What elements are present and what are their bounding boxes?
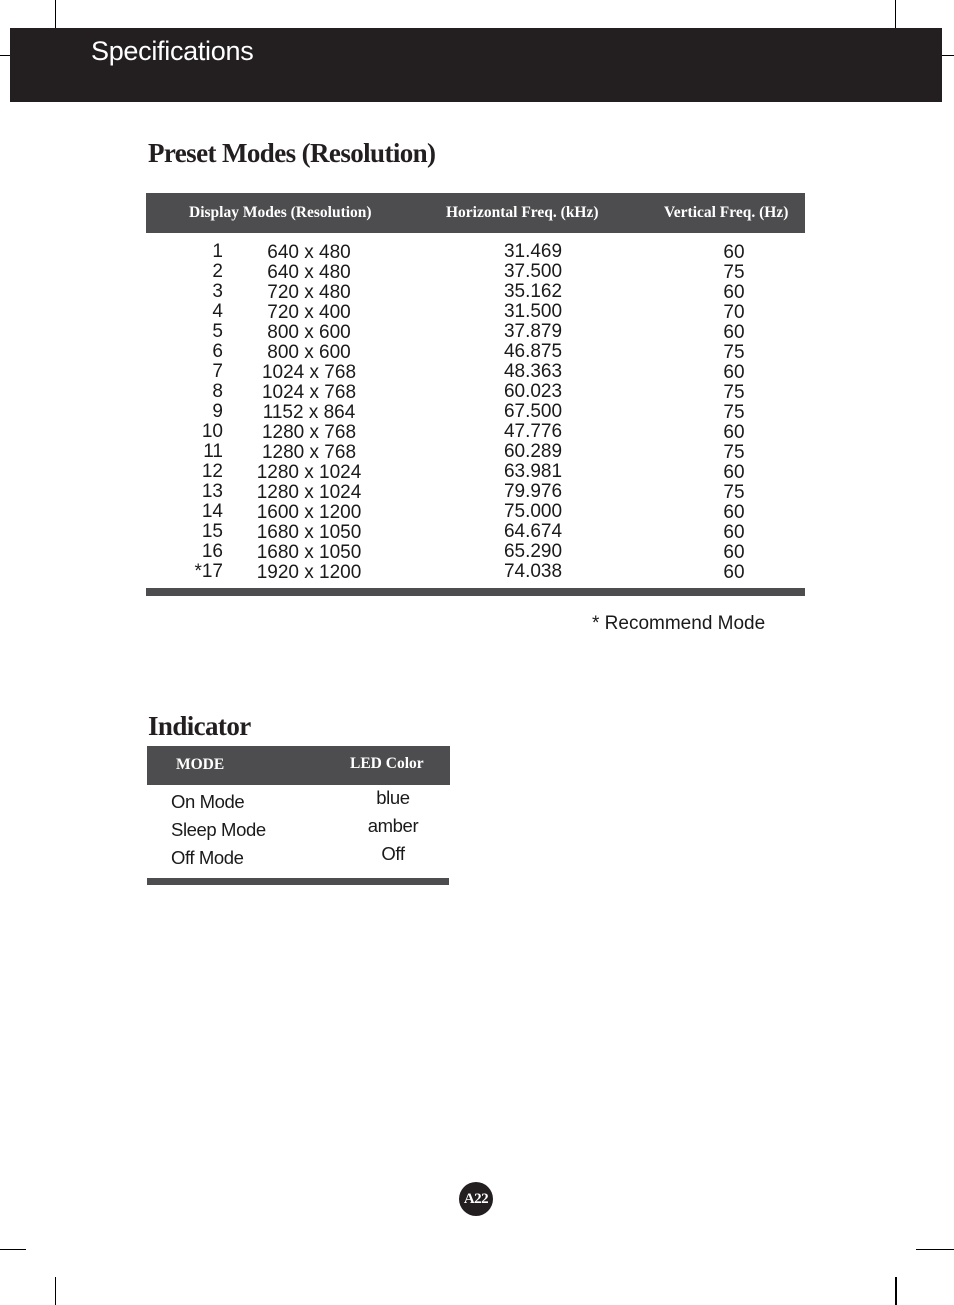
- resolution-cell: 720 x 400: [267, 302, 351, 323]
- mode-number-cell: 7: [212, 361, 223, 382]
- resolution-cell: 1600 x 1200: [256, 502, 362, 523]
- resolution-cell: 1280 x 1024: [256, 462, 362, 483]
- crop-mark: [55, 0, 56, 28]
- resolution-cell: 1280 x 768: [261, 422, 357, 443]
- vertical-freq-cell: 60: [723, 242, 745, 263]
- vertical-freq-cell: 60: [723, 502, 745, 523]
- horizontal-freq-cell: 37.500: [503, 261, 563, 282]
- vertical-freq-cell: 70: [723, 302, 745, 323]
- indicator-mode-column: [171, 788, 266, 872]
- horizontal-freq-cell: 60.023: [503, 381, 563, 402]
- resolution-cell: 1280 x 768: [261, 442, 357, 463]
- vertical-freq-cell: 60: [723, 522, 745, 543]
- resolution-cell: 1024 x 768: [261, 382, 357, 403]
- mode-number-column: [180, 242, 223, 582]
- horizontal-freq-cell: 63.981: [503, 461, 563, 482]
- indicator-led-cell: Off: [381, 843, 405, 864]
- vertical-freq-cell: 60: [723, 462, 745, 483]
- vertical-freq-cell: 75: [723, 402, 745, 423]
- horizontal-freq-column: [483, 242, 583, 582]
- table-bottom-rule: [146, 588, 805, 596]
- horizontal-freq-cell: 48.363: [503, 361, 563, 382]
- mode-number-cell: 1: [212, 241, 223, 262]
- horizontal-freq-cell: 65.290: [503, 541, 563, 562]
- mode-number-cell: 13: [201, 481, 223, 502]
- horizontal-freq-cell: 37.879: [503, 321, 563, 342]
- mode-number-cell: 10: [201, 421, 223, 442]
- column-header-led-color: LED Color: [350, 755, 424, 772]
- crop-mark: [895, 1277, 897, 1305]
- vertical-freq-cell: 60: [723, 282, 745, 303]
- mode-number-cell: 15: [201, 521, 223, 542]
- horizontal-freq-cell: 47.776: [503, 421, 563, 442]
- horizontal-freq-cell: 64.674: [503, 521, 563, 542]
- indicator-mode-cell: Sleep Mode: [171, 819, 266, 840]
- vertical-freq-cell: 75: [723, 342, 745, 363]
- indicator-table-header: [147, 746, 450, 785]
- indicator-bottom-rule: [147, 878, 449, 885]
- column-header-vertical-freq: Vertical Freq. (Hz): [664, 204, 789, 221]
- resolution-cell: 800 x 600: [267, 342, 351, 363]
- mode-number-cell: 6: [212, 341, 223, 362]
- mode-number-cell: 3: [212, 281, 223, 302]
- horizontal-freq-cell: 31.500: [503, 301, 563, 322]
- vertical-freq-cell: 60: [723, 322, 745, 343]
- indicator-mode-cell: Off Mode: [171, 847, 244, 868]
- indicator-led-cell: amber: [367, 815, 419, 836]
- page-header-title: Specifications: [91, 36, 254, 66]
- mode-number-cell: 2: [212, 261, 223, 282]
- horizontal-freq-cell: 46.875: [503, 341, 563, 362]
- column-header-display-modes: Display Modes (Resolution): [189, 204, 372, 221]
- horizontal-freq-cell: 74.038: [503, 561, 563, 582]
- horizontal-freq-cell: 79.976: [503, 481, 563, 502]
- vertical-freq-column: [704, 243, 764, 583]
- vertical-freq-cell: 60: [723, 562, 745, 583]
- preset-modes-title: Preset Modes (Resolution): [148, 138, 436, 168]
- mode-number-cell: 14: [201, 501, 223, 522]
- resolution-cell: 1152 x 864: [262, 402, 356, 423]
- resolution-column: [234, 243, 384, 583]
- indicator-mode-cell: On Mode: [171, 791, 245, 812]
- resolution-cell: 1920 x 1200: [256, 562, 362, 583]
- vertical-freq-cell: 75: [723, 262, 745, 283]
- mode-number-cell: 16: [201, 541, 223, 562]
- crop-mark: [942, 55, 954, 56]
- vertical-freq-cell: 60: [723, 422, 745, 443]
- crop-mark: [55, 1277, 56, 1305]
- mode-number-cell: 8: [212, 381, 223, 402]
- crop-mark: [0, 1249, 26, 1250]
- crop-mark: [916, 1249, 954, 1250]
- indicator-title: Indicator: [148, 711, 251, 741]
- horizontal-freq-cell: 60.289: [503, 441, 563, 462]
- page-number-badge: A22: [459, 1182, 493, 1216]
- resolution-cell: 640 x 480: [267, 262, 351, 283]
- horizontal-freq-cell: 75.000: [503, 501, 563, 522]
- indicator-led-cell: blue: [376, 787, 410, 808]
- vertical-freq-cell: 60: [723, 362, 745, 383]
- mode-number-cell: 11: [203, 441, 223, 462]
- horizontal-freq-cell: 31.469: [503, 241, 563, 262]
- resolution-cell: 640 x 480: [267, 242, 351, 263]
- vertical-freq-cell: 75: [723, 482, 745, 503]
- indicator-led-column: [352, 784, 434, 868]
- vertical-freq-cell: 75: [723, 382, 745, 403]
- mode-number-cell: 4: [212, 301, 223, 322]
- resolution-cell: 1024 x 768: [261, 362, 357, 383]
- vertical-freq-cell: 75: [723, 442, 745, 463]
- preset-modes-table-header: [146, 193, 805, 233]
- resolution-cell: 800 x 600: [267, 322, 351, 343]
- resolution-cell: 1280 x 1024: [256, 482, 362, 503]
- horizontal-freq-cell: 35.162: [503, 281, 563, 302]
- column-header-mode: MODE: [176, 756, 225, 773]
- mode-number-cell: 5: [212, 321, 223, 342]
- mode-number-cell: 9: [212, 401, 223, 422]
- resolution-cell: 720 x 480: [267, 282, 351, 303]
- crop-mark: [0, 55, 10, 56]
- mode-number-cell: 12: [201, 461, 223, 482]
- horizontal-freq-cell: 67.500: [503, 401, 563, 422]
- column-header-horizontal-freq: Horizontal Freq. (kHz): [446, 204, 599, 221]
- recommend-mode-footnote: * Recommend Mode: [592, 613, 766, 634]
- mode-number-cell: *17: [194, 561, 223, 582]
- crop-mark: [895, 0, 896, 28]
- resolution-cell: 1680 x 1050: [256, 522, 362, 543]
- vertical-freq-cell: 60: [723, 542, 745, 563]
- resolution-cell: 1680 x 1050: [256, 542, 362, 563]
